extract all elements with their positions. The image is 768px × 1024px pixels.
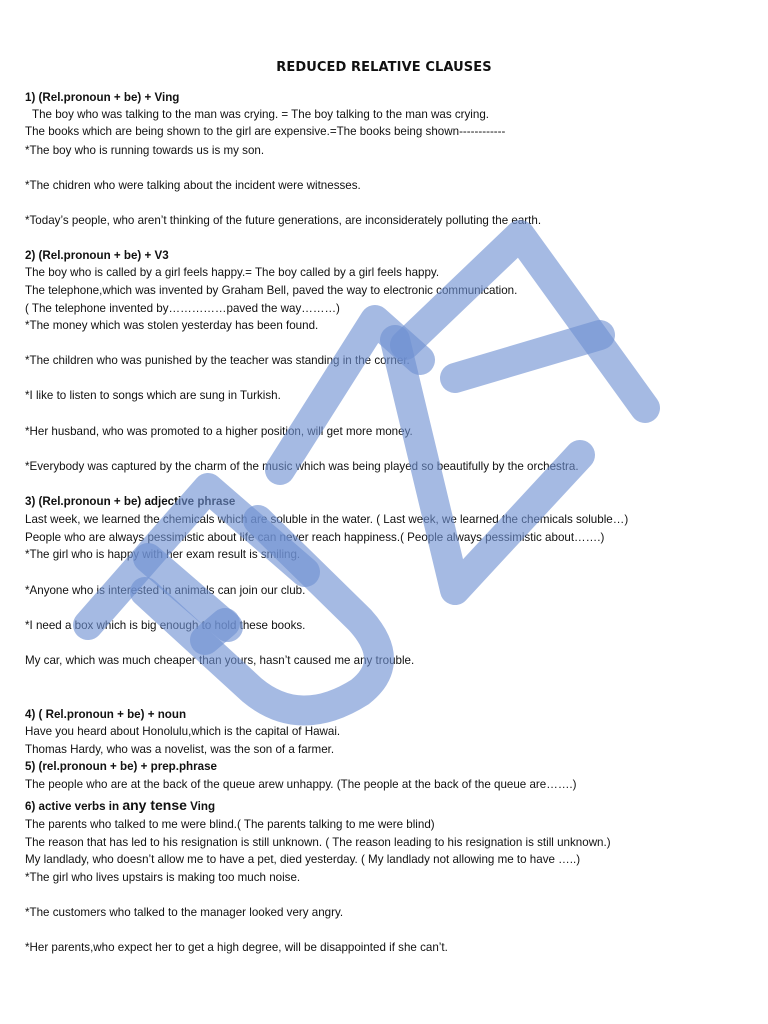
section-heading-4: 4) ( Rel.pronoun + be) + noun (25, 708, 187, 721)
text-line: The people who are at the back of the queue arew unhappy. (The people at the back of the queue are…….) (25, 778, 577, 791)
text-line: *The boy who is running towards us is my son. (25, 144, 265, 157)
section-heading-2: 2) (Rel.pronoun + be) + V3 (25, 249, 169, 262)
section-heading-6 (25, 797, 215, 815)
text-line: The boy who is called by a girl feels happy.= The boy called by a girl feels happy. (25, 266, 440, 279)
text-line: The telephone,which was invented by Graham Bell, paved the way to electronic communication. (25, 284, 518, 297)
text-line: *The girl who lives upstairs is making too much noise. (25, 871, 301, 884)
text-line: *Everybody was captured by the charm of the music which was being played so beautifully by the orchestra. (25, 460, 579, 473)
text-line: ( The telephone invented by……………paved the way………) (25, 302, 340, 315)
text-line: *The customers who talked to the manager looked very angry. (25, 906, 344, 919)
text-line: *Her parents,who expect her to get a high degree, will be disappointed if she can’t. (25, 941, 448, 954)
text-line: The reason that has led to his resignation is still unknown. ( The reason leading to his resignation is still unknown.) (25, 836, 611, 849)
page-title: REDUCED RELATIVE CLAUSES (276, 60, 492, 75)
text-line: My landlady, who doesn’t allow me to have a pet, died yesterday. ( My landlady not allowing me to have …..) (25, 853, 581, 866)
section-heading-5: 5) (rel.pronoun + be) + prep.phrase (25, 760, 217, 773)
text-line: *The children who was punished by the teacher was standing in the corner. (25, 354, 410, 367)
text-line: Thomas Hardy, who was a novelist, was the son of a farmer. (25, 743, 335, 756)
text-line: The boy who was talking to the man was crying. = The boy talking to the man was crying. (32, 108, 490, 121)
text-line: *The money which was stolen yesterday has been found. (25, 319, 319, 332)
text-line: Have you heard about Honolulu,which is the capital of Hawai. (25, 725, 341, 738)
heading-6-emphasis: any tense (122, 797, 187, 813)
text-line: *Her husband, who was promoted to a higher position, will get more money. (25, 425, 413, 438)
text-line: *The chidren who were talking about the incident were witnesses. (25, 179, 361, 192)
text-line: *I like to listen to songs which are sung in Turkish. (25, 389, 281, 402)
text-line: *The girl who is happy with her exam result is smiling. (25, 548, 301, 561)
section-heading-1: 1) (Rel.pronoun + be) + Ving (25, 91, 180, 104)
text-line: The parents who talked to me were blind.( The parents talking to me were blind) (25, 818, 435, 831)
text-line: People who are always pessimistic about life can never reach happiness.( People always pessimistic about…….) (25, 531, 605, 544)
text-line: The books which are being shown to the girl are expensive.=The books being shown------------ (25, 125, 506, 138)
heading-6-part: Ving (186, 800, 216, 813)
heading-6-part: 6) active verbs in (25, 800, 123, 813)
text-line: *Today’s people, who aren’t thinking of the future generations, are inconsiderately polluting the earth. (25, 214, 542, 227)
text-line: *I need a box which is big enough to hold these books. (25, 619, 306, 632)
text-line: Last week, we learned the chemicals which are soluble in the water. ( Last week, we learned the chemicals soluble…) (25, 513, 629, 526)
section-heading-3: 3) (Rel.pronoun + be) adjective phrase (25, 495, 236, 508)
text-line: *Anyone who is interested in animals can join our club. (25, 584, 306, 597)
text-line: My car, which was much cheaper than yours, hasn’t caused me any trouble. (25, 654, 415, 667)
